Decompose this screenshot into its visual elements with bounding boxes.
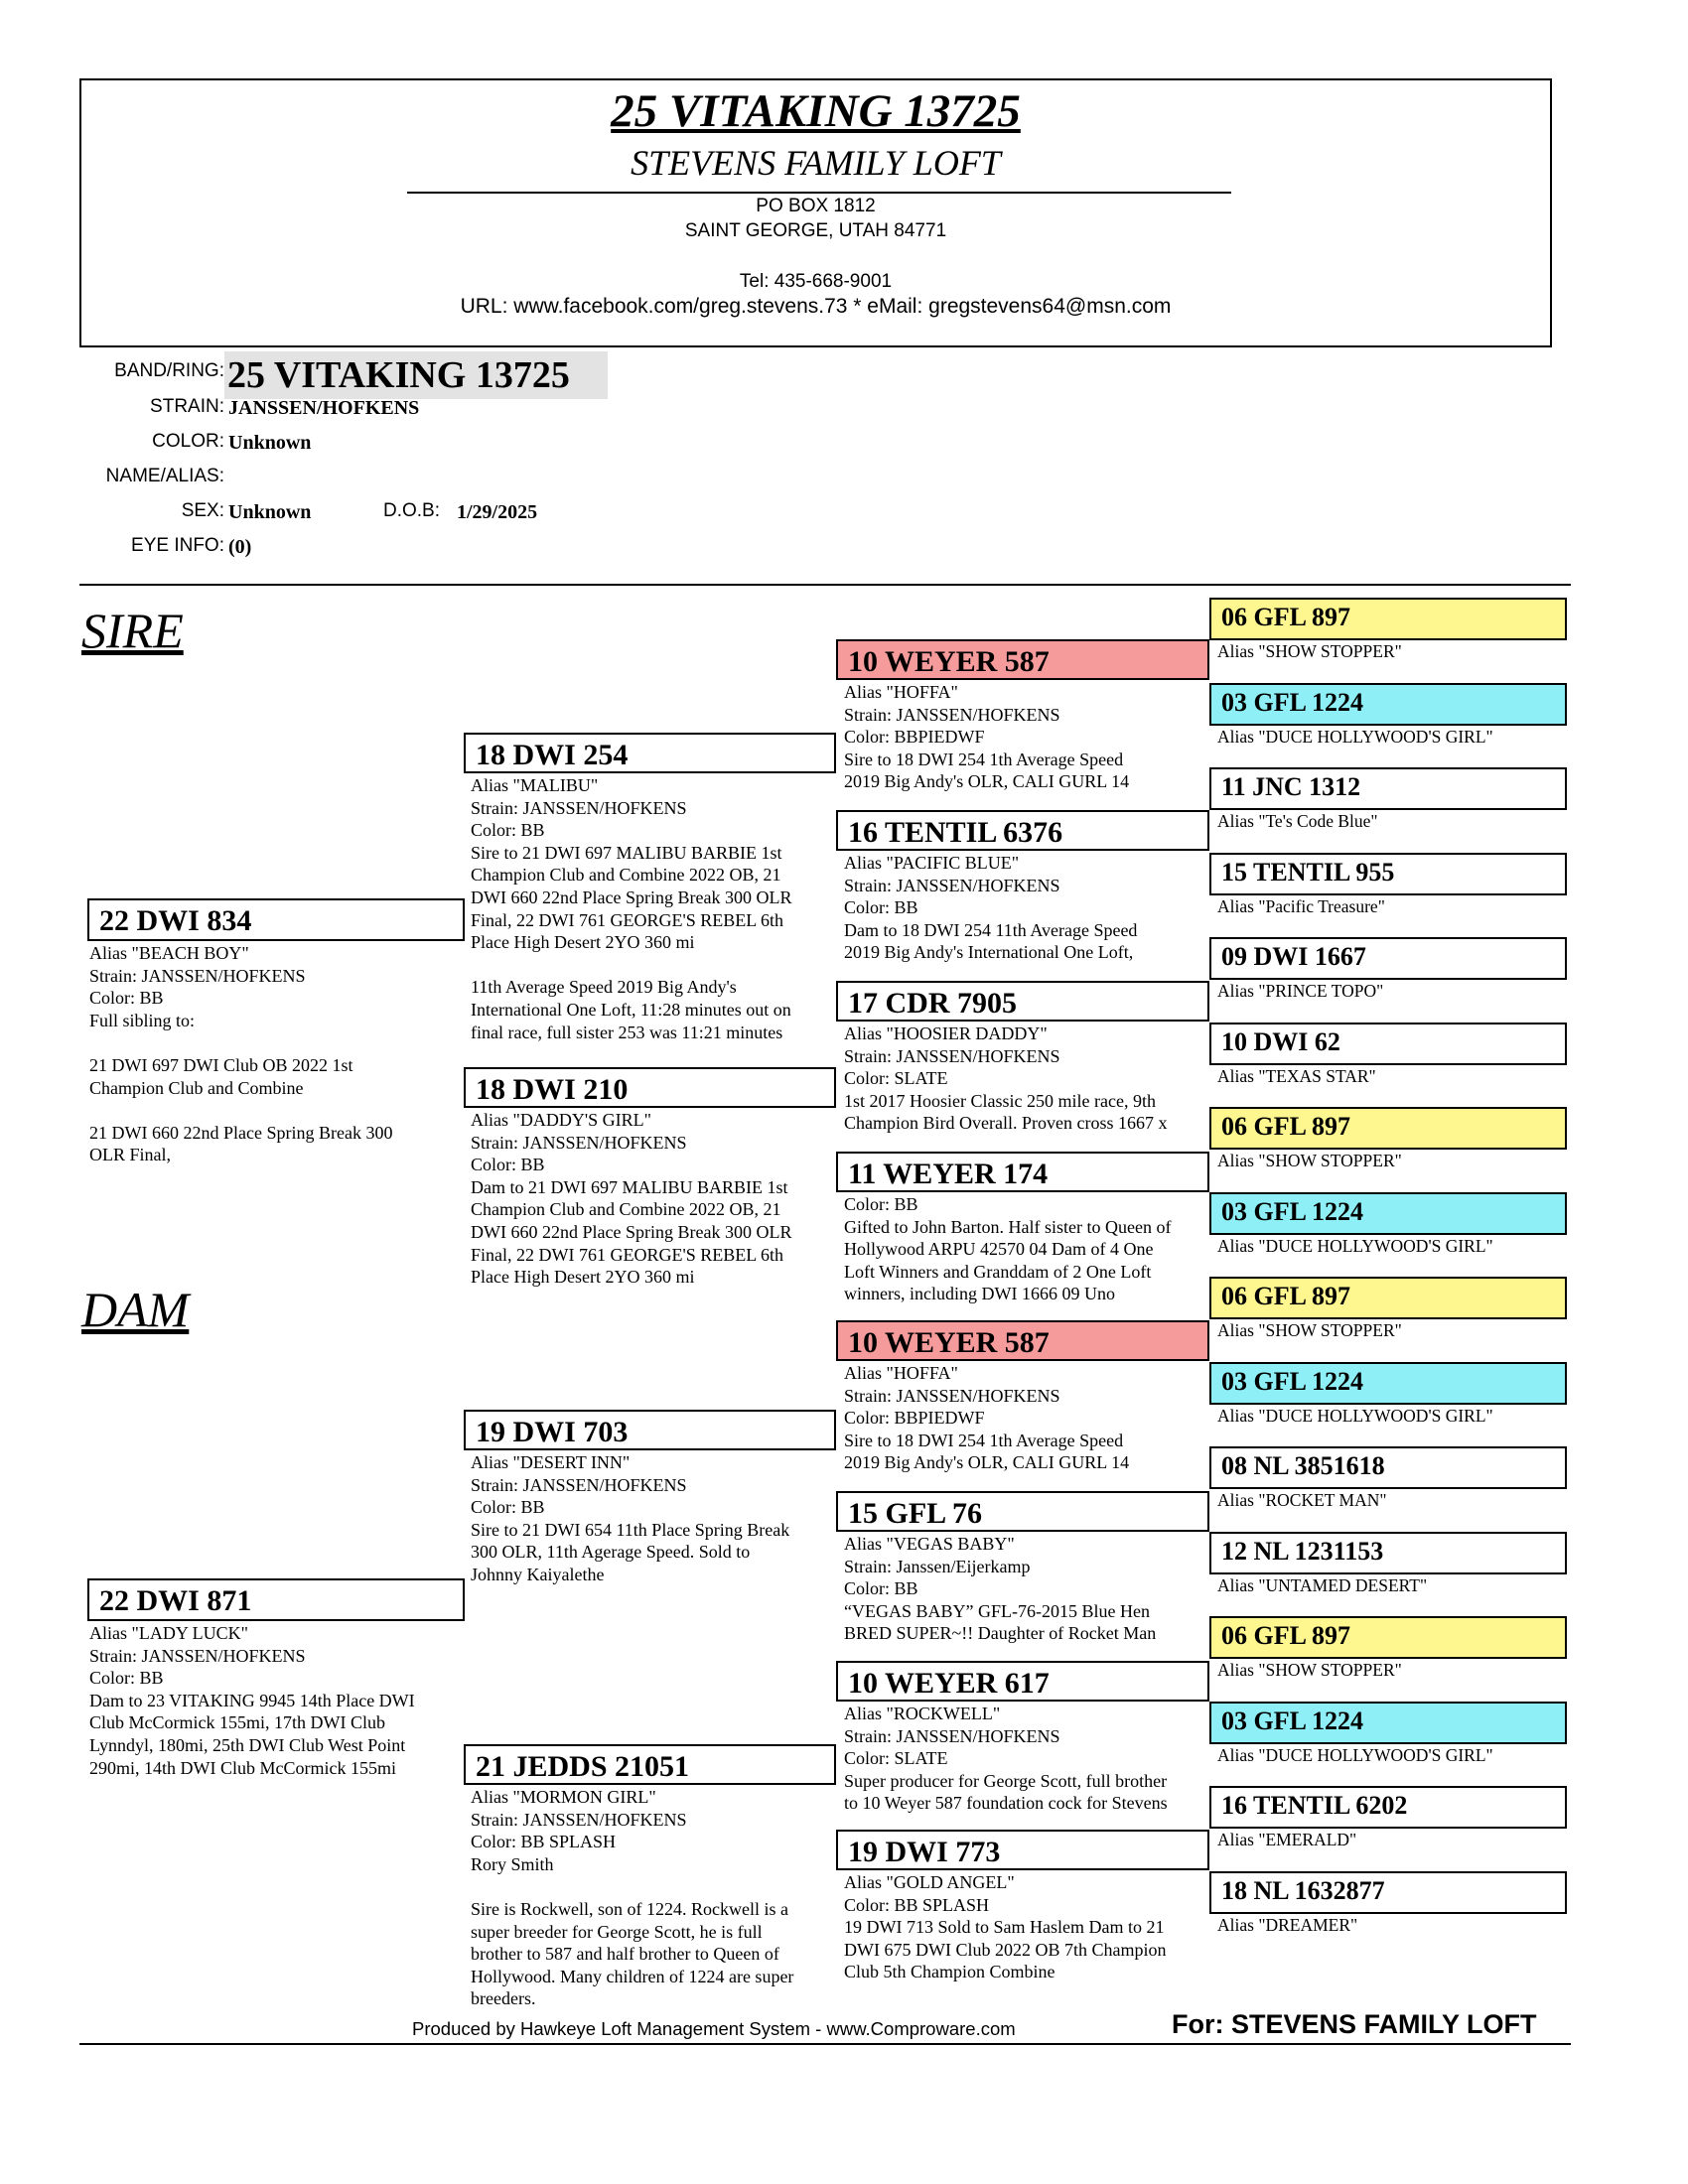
description-line: Color: BB [844,1194,918,1214]
bird-alias: Alias "UNTAMED DESERT" [1217,1574,1428,1595]
description-line: Color: BB SPLASH [844,1894,990,1915]
description-line: Color: BBPIEDWF [844,1408,985,1429]
bird-description [89,1622,467,1779]
description-line [89,1099,467,1122]
description-line: “VEGAS BABY” GFL-76-2015 Blue Hen [844,1600,1150,1621]
dam-heading: DAM [81,1282,190,1337]
footer-produced-by: Produced by Hawkeye Loft Management System - www.Comproware.com [412,2018,1016,2039]
bird-alias: Alias "SHOW STOPPER" [1217,1660,1402,1680]
description-line: Alias "GOLD ANGEL" [844,1872,1015,1892]
description-line: 11th Average Speed 2019 Big Andy's [471,977,737,998]
description-line: final race, full sister 253 was 11:21 minutes [471,1022,783,1042]
header-tel: Tel: 435-668-9001 [739,271,893,292]
bird-band-box: 03 GFL 1224 [1209,1192,1567,1235]
bird-description [471,1109,840,1289]
description-line: 21 DWI 697 DWI Club OB 2022 1st [89,1054,353,1075]
description-line: Club McCormick 155mi, 17th DWI Club [89,1712,385,1733]
description-line: Alias "HOOSIER DADDY" [844,1024,1048,1043]
name-alias-label: NAME/ALIAS: [105,466,224,486]
bird-alias: Alias "DREAMER" [1217,1914,1358,1935]
description-line: Alias "BEACH BOY" [89,943,249,963]
bird-band-box: 10 WEYER 617 [836,1661,1209,1702]
description-line: Place High Desert 2YO 360 mi [471,932,695,953]
header-url: URL: www.facebook.com/greg.stevens.73 * eMail: gregstevens64@msn.com [460,295,1172,318]
description-line: 19 DWI 713 Sold to Sam Haslem Dam to 21 [844,1917,1165,1938]
header-title: 25 VITAKING 13725 [611,85,1021,137]
description-line: Sire to 21 DWI 697 MALIBU BARBIE 1st [471,842,782,863]
description-line: International One Loft, 11:28 minutes out on [471,999,791,1020]
description-line: 290mi, 14th DWI Club McCormick 155mi [89,1757,396,1778]
description-line: Place High Desert 2YO 360 mi [471,1267,695,1288]
bird-band-box: 09 DWI 1667 [1209,937,1567,980]
bird-alias: Alias "Pacific Treasure" [1217,895,1385,916]
description-line: Champion Bird Overall. Proven cross 1667 x [844,1113,1168,1134]
description-line: Final, 22 DWI 761 GEORGE'S REBEL 6th [471,909,784,930]
description-line: to 10 Weyer 587 foundation cock for Stevens [844,1793,1168,1814]
bird-band-box: 19 DWI 773 [836,1830,1209,1870]
info-divider [79,584,1571,586]
description-line: Super producer for George Scott, full brother [844,1770,1168,1791]
description-line: Color: BB [844,897,918,918]
bird-band-box: 18 DWI 210 [464,1067,836,1108]
description-line: Alias "DADDY'S GIRL" [471,1110,651,1130]
bird-alias: Alias "TEXAS STAR" [1217,1065,1376,1086]
bird-description [844,1703,1211,1815]
description-line: Strain: JANSSEN/HOFKENS [844,1045,1060,1066]
bird-band-box: 15 TENTIL 955 [1209,853,1567,895]
color-value: Unknown [228,432,312,454]
sire-heading: SIRE [81,603,184,658]
description-line: Dam to 21 DWI 697 MALIBU BARBIE 1st [471,1176,788,1197]
bird-band-box: 19 DWI 703 [464,1410,836,1450]
description-line: Lynndyl, 180mi, 25th DWI Club West Point [89,1734,406,1755]
bird-band-box: 18 NL 1632877 [1209,1871,1567,1914]
bird-band-box: 16 TENTIL 6376 [836,810,1209,851]
dob-label: D.O.B: [383,500,441,521]
description-line: Sire to 18 DWI 254 1th Average Speed [844,1430,1124,1450]
description-line: Dam to 18 DWI 254 11th Average Speed [844,919,1138,940]
description-line: 1st 2017 Hoosier Classic 250 mile race, 9th [844,1090,1156,1111]
description-line: Gifted to John Barton. Half sister to Queen of [844,1216,1172,1237]
description-line: 21 DWI 660 22nd Place Spring Break 300 [89,1122,393,1143]
description-line: Full sibling to: [89,1010,196,1030]
description-line: DWI 660 22nd Place Spring Break 300 OLR [471,887,792,907]
description-line: Color: BB SPLASH [471,1832,617,1852]
description-line: Strain: Janssen/Eijerkamp [844,1556,1031,1576]
bird-band-box: 22 DWI 834 [87,898,465,941]
band-label: BAND/RING: [114,360,224,381]
description-line: Alias "DESERT INN" [471,1452,631,1472]
description-line: DWI 660 22nd Place Spring Break 300 OLR [471,1221,792,1242]
bird-band-box: 10 DWI 62 [1209,1023,1567,1065]
bird-band-box: 03 GFL 1224 [1209,683,1567,726]
strain-value: JANSSEN/HOFKENS [228,397,420,419]
description-line: Strain: JANSSEN/HOFKENS [89,1645,306,1666]
description-line: 2019 Big Andy's International One Loft, [844,942,1134,963]
strain-label: STRAIN: [150,396,224,417]
bird-description [844,1362,1211,1474]
description-line: Alias "HOFFA" [844,682,958,702]
description-line: super breeder for George Scott, he is full [471,1921,763,1942]
description-line [471,1875,840,1898]
description-line: Strain: JANSSEN/HOFKENS [844,1725,1060,1746]
description-line: Color: BB [471,1155,545,1175]
bird-alias: Alias "DUCE HOLLYWOOD'S GIRL" [1217,1405,1493,1426]
bird-band-box: 21 JEDDS 21051 [464,1744,836,1785]
description-line: Strain: JANSSEN/HOFKENS [471,1132,687,1153]
pedigree-header [79,78,1552,347]
eye-info-label: EYE INFO: [131,535,224,556]
bird-description [471,1786,840,2010]
description-line: Strain: JANSSEN/HOFKENS [844,704,1060,725]
bird-description [844,1533,1211,1645]
bird-alias: Alias "PRINCE TOPO" [1217,981,1384,1001]
bird-description [471,1451,840,1586]
bird-alias: Alias "ROCKET MAN" [1217,1490,1387,1510]
bird-band-box: 10 WEYER 587 [836,639,1209,680]
description-line: Dam to 23 VITAKING 9945 14th Place DWI [89,1690,415,1710]
bird-band-box: 06 GFL 897 [1209,1616,1567,1659]
description-line: Hollywood. Many children of 1224 are super [471,1966,794,1986]
bird-band-box: 12 NL 1231153 [1209,1532,1567,1574]
description-line: Strain: JANSSEN/HOFKENS [471,1809,687,1830]
description-line: Club 5th Champion Combine [844,1962,1055,1982]
bird-alias: Alias "SHOW STOPPER" [1217,1320,1402,1340]
description-line: Strain: JANSSEN/HOFKENS [89,965,306,986]
description-line: Final, 22 DWI 761 GEORGE'S REBEL 6th [471,1244,784,1265]
bird-band-box: 16 TENTIL 6202 [1209,1786,1567,1829]
bird-band-box: 17 CDR 7905 [836,981,1209,1022]
header-loft-name: STEVENS FAMILY LOFT [631,143,1001,183]
bird-description [844,1023,1211,1135]
bird-band-box: 15 GFL 76 [836,1491,1209,1532]
bird-description [89,942,467,1166]
description-line: Loft Winners and Granddam of 2 One Loft [844,1261,1152,1282]
description-line [471,954,840,977]
bird-band-box: 22 DWI 871 [87,1578,465,1621]
bird-alias: Alias "Te's Code Blue" [1217,811,1378,831]
bird-band-box: 03 GFL 1224 [1209,1702,1567,1744]
description-line: Color: BB [89,1668,164,1689]
description-line: Strain: JANSSEN/HOFKENS [471,797,687,818]
bird-description [471,774,840,1043]
color-label: COLOR: [152,431,224,452]
description-line: Alias "MORMON GIRL" [471,1787,656,1807]
eye-info-value: (0) [228,536,252,558]
bird-description [844,681,1211,793]
description-line: Hollywood ARPU 42570 04 Dam of 4 One [844,1239,1154,1260]
bird-band-box: 08 NL 3851618 [1209,1446,1567,1489]
bird-band-box: 18 DWI 254 [464,733,836,773]
description-line: Alias "PACIFIC BLUE" [844,853,1020,873]
description-line: Strain: JANSSEN/HOFKENS [471,1474,687,1495]
header-address-line2: SAINT GEORGE, UTAH 84771 [684,220,947,241]
bird-alias: Alias "DUCE HOLLYWOOD'S GIRL" [1217,1235,1493,1256]
description-line: Alias "VEGAS BABY" [844,1534,1015,1554]
description-line: Color: BB [844,1578,918,1599]
description-line: Sire to 18 DWI 254 1th Average Speed [844,749,1124,769]
description-line: Johnny Kaiyalethe [471,1564,605,1584]
header-address-line1: PO BOX 1812 [756,196,876,216]
description-line: 2019 Big Andy's OLR, CALI GURL 14 [844,771,1130,792]
description-line: Color: BBPIEDWF [844,727,985,748]
description-line: Alias "LADY LUCK" [89,1623,249,1643]
footer-for-loft: For: STEVENS FAMILY LOFT [1172,2009,1537,2039]
bird-alias: Alias "SHOW STOPPER" [1217,641,1402,661]
bird-band-box: 06 GFL 897 [1209,1277,1567,1319]
description-line: 2019 Big Andy's OLR, CALI GURL 14 [844,1452,1130,1473]
description-line: Color: BB [89,988,164,1009]
description-line: Alias "ROCKWELL" [844,1704,1001,1723]
footer-divider [79,2043,1571,2045]
bird-description [844,1193,1211,1305]
description-line: Champion Club and Combine [89,1077,304,1098]
header-divider [407,192,1231,194]
bird-alias: Alias "DUCE HOLLYWOOD'S GIRL" [1217,1744,1493,1765]
description-line: Rory Smith [471,1853,554,1874]
description-line: brother to 587 and half brother to Queen of [471,1944,779,1965]
bird-band-box: 10 WEYER 587 [836,1320,1209,1361]
bird-description [844,852,1211,964]
description-line: Sire to 21 DWI 654 11th Place Spring Break [471,1519,790,1540]
bird-alias: Alias "EMERALD" [1217,1830,1357,1849]
description-line: Champion Club and Combine 2022 OB, 21 [471,1199,781,1220]
sex-label: SEX: [181,500,224,521]
description-line: Alias "MALIBU" [471,775,599,795]
bird-band-box: 11 JNC 1312 [1209,767,1567,810]
description-line: Strain: JANSSEN/HOFKENS [844,875,1060,895]
bird-description [844,1871,1211,1983]
bird-alias: Alias "DUCE HOLLYWOOD'S GIRL" [1217,726,1493,747]
description-line: DWI 675 DWI Club 2022 OB 7th Champion [844,1939,1167,1960]
band-value: 25 VITAKING 13725 [224,351,608,399]
description-line: breeders. [471,1988,536,2009]
description-line: Alias "HOFFA" [844,1363,958,1383]
description-line: Color: BB [471,1497,545,1518]
description-line [89,1031,467,1054]
bird-alias: Alias "SHOW STOPPER" [1217,1151,1402,1170]
description-line: Sire is Rockwell, son of 1224. Rockwell is a [471,1898,788,1919]
bird-band-box: 06 GFL 897 [1209,598,1567,640]
description-line: 300 OLR, 11th Agerage Speed. Sold to [471,1542,751,1563]
description-line: OLR Final, [89,1145,172,1165]
bird-band-box: 03 GFL 1224 [1209,1362,1567,1405]
description-line: winners, including DWI 1666 09 Uno [844,1284,1115,1304]
description-line: Color: SLATE [844,1068,948,1089]
bird-band-box: 11 WEYER 174 [836,1152,1209,1192]
description-line: Champion Club and Combine 2022 OB, 21 [471,865,781,886]
bird-band-box: 06 GFL 897 [1209,1107,1567,1150]
description-line: Color: BB [471,820,545,841]
description-line: BRED SUPER~!! Daughter of Rocket Man [844,1623,1157,1644]
dob-value: 1/29/2025 [457,501,538,523]
description-line: Color: SLATE [844,1748,948,1769]
sex-value: Unknown [228,501,312,523]
description-line: Strain: JANSSEN/HOFKENS [844,1385,1060,1406]
